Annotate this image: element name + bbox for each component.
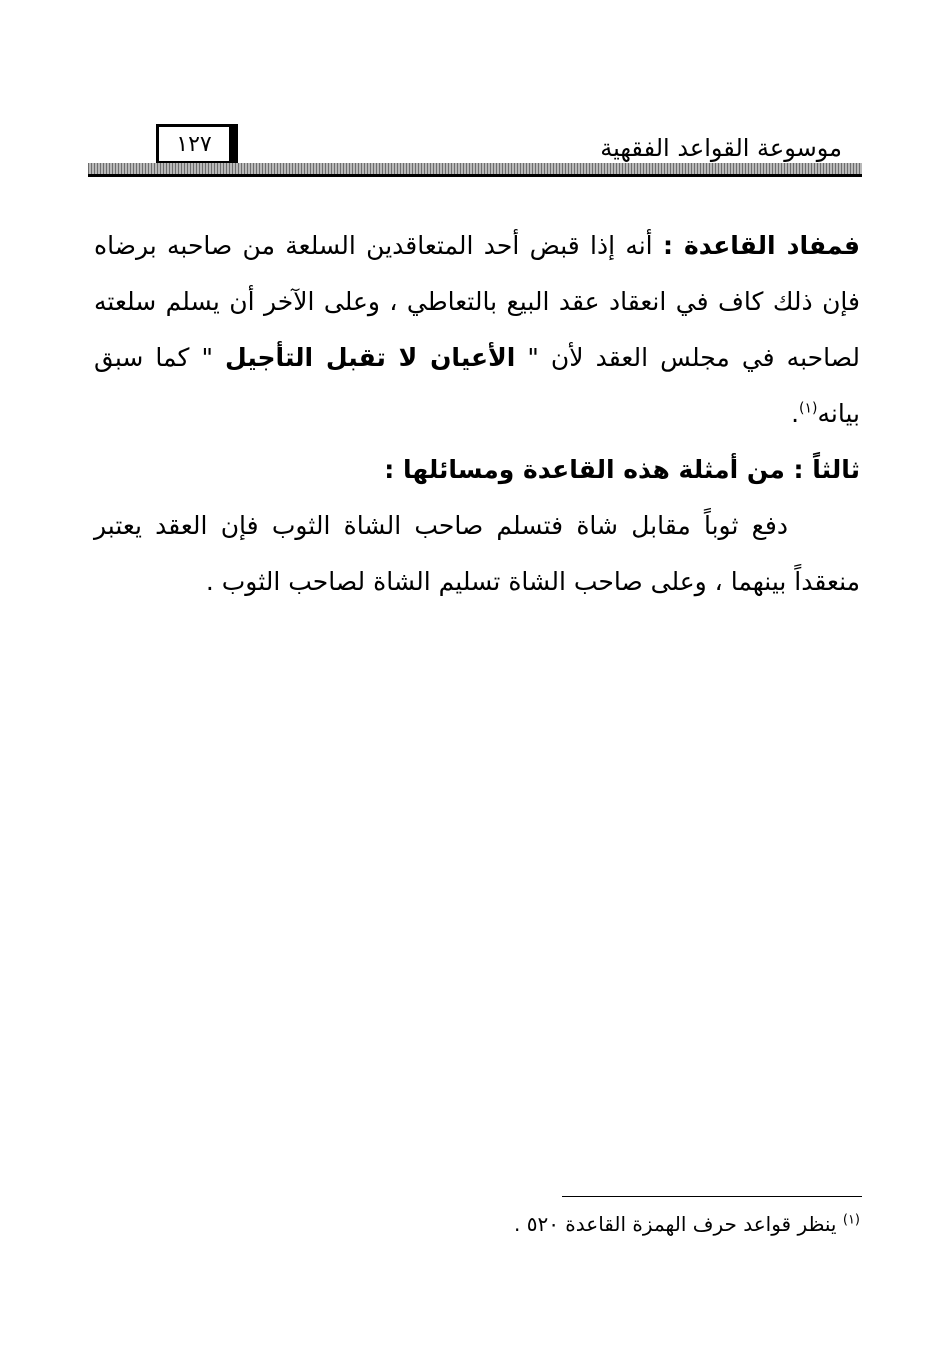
page-header — [88, 118, 862, 180]
book-title: موسوعة القواعد الفقهية — [600, 134, 842, 162]
footnote-reference: (١) — [799, 400, 818, 417]
section-heading: ثالثاً : من أمثلة هذه القاعدة ومسائلها : — [384, 455, 860, 484]
footnote-marker: (١) — [842, 1212, 860, 1228]
quoted-rule: الأعيان لا تقبل التأجيل — [225, 343, 516, 372]
paragraph-meaning — [94, 218, 860, 442]
page-number: ١٢٧ — [156, 124, 238, 164]
paragraph-example: دفع ثوباً مقابل شاة فتسلم صاحب الشاة الثوب فإن العقد يعتبر منعقداً بينهما ، وعلى صاحب الشاة تسليم الشاة لصاحب الثوب . — [94, 511, 860, 596]
footnote — [260, 1212, 860, 1236]
main-text — [94, 218, 860, 610]
footnote-rule — [562, 1196, 862, 1197]
section-lead: فمفاد القاعدة : — [662, 231, 860, 260]
paragraph-text: أنه إذا قبض أحد المتعاقدين السلعة من صاحبه برضاه فإن ذلك كاف في انعقاد عقد البيع بالتعاطي ، وعلى الآخر أن يسلم سلعته لصاحبه في مجلس العقد لأن " — [94, 231, 860, 372]
paragraph-end: . — [791, 399, 800, 428]
footnote-text: ينظر قواعد حرف الهمزة القاعدة ٥٢٠ . — [513, 1212, 843, 1236]
header-rule — [88, 163, 862, 177]
paragraph-text: " كما سبق بيانه — [94, 343, 860, 428]
